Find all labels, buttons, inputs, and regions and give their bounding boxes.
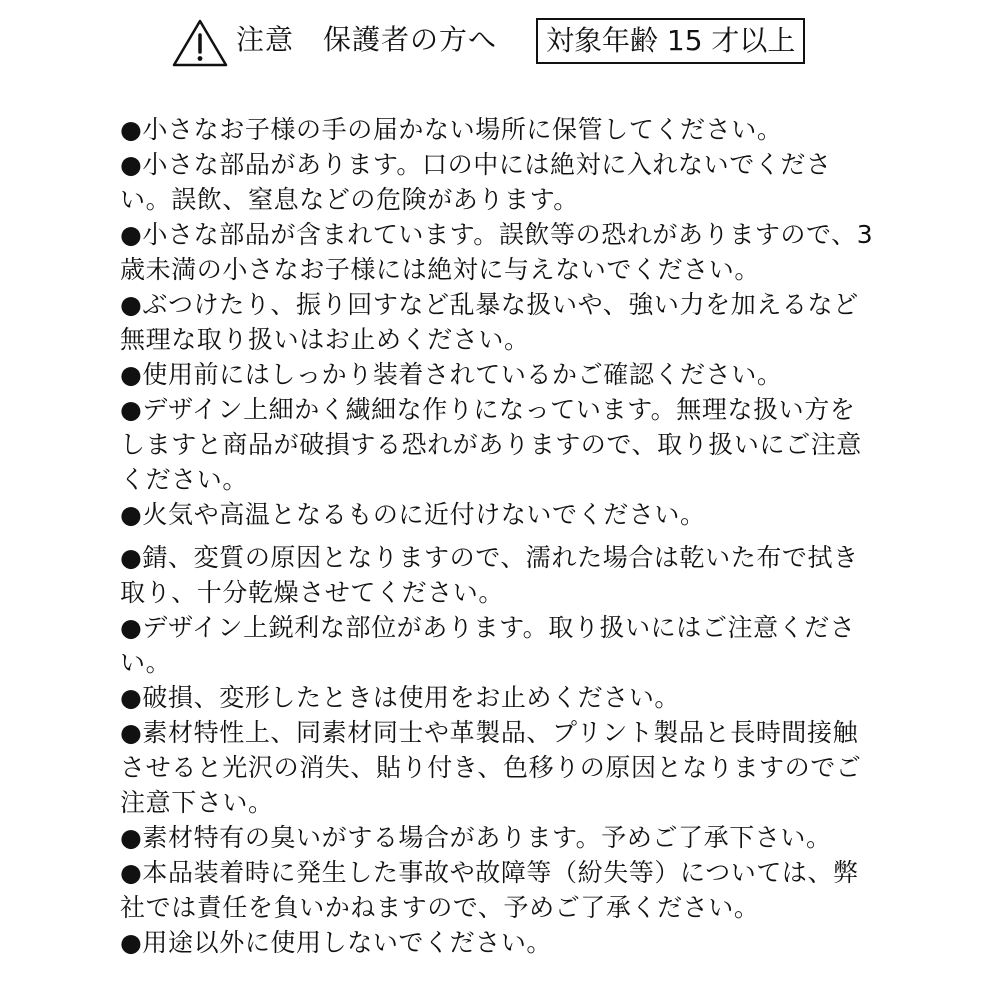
notice-item (120, 715, 880, 820)
notice-item (120, 392, 880, 497)
notice-item (120, 540, 880, 610)
notice-text: 小さなお子様の手の届かない場所に保管してください。 (142, 115, 783, 144)
notice-text: 用途以外に使用しないでください。 (142, 928, 553, 957)
bullet-icon: ● (120, 858, 143, 887)
notice-item (120, 497, 880, 532)
bullet-icon: ● (120, 395, 143, 424)
notice-item (120, 217, 880, 287)
notice-item (120, 112, 880, 147)
notice-text: ぶつけたり、振り回すなど乱暴な扱いや、強い力を加えるなど無理な取り扱いはお止めください。 (120, 290, 859, 354)
bullet-icon: ● (120, 928, 143, 957)
notice-text: 素材特有の臭いがする場合があります。予めご了承下さい。 (142, 823, 832, 852)
bullet-icon: ● (120, 718, 143, 747)
notice-text: 火気や高温となるものに近付けないでください。 (142, 500, 706, 529)
caution-header (0, 14, 1000, 70)
notice-list (120, 112, 880, 960)
bullet-icon: ● (120, 613, 143, 642)
bullet-icon: ● (120, 360, 143, 389)
bullet-icon: ● (120, 290, 143, 319)
notice-item (120, 287, 880, 357)
notice-item (120, 855, 880, 925)
notice-text: デザイン上細かく繊細な作りになっています。無理な扱い方をしますと商品が破損する恐れがありますので、取り扱いにご注意ください。 (120, 395, 862, 494)
notice-text: 錆、変質の原因となりますので、濡れた場合は乾いた布で拭き取り、十分乾燥させてください。 (120, 543, 859, 607)
notice-text: デザイン上鋭利な部位があります。取り扱いにはご注意ください。 (120, 613, 856, 677)
bullet-icon: ● (120, 683, 143, 712)
notice-item (120, 357, 880, 392)
bullet-icon: ● (120, 220, 143, 249)
notice-item (120, 680, 880, 715)
notice-text: 本品装着時に発生した事故や故障等（紛失等）については、弊社では責任を負いかねますので、予めご了承ください。 (120, 858, 859, 922)
notice-text: 破損、変形したときは使用をお止めください。 (142, 683, 681, 712)
warning-triangle-icon (172, 18, 228, 68)
notice-text: 小さな部品があります。口の中には絶対に入れないでください。誤飲、窒息などの危険があります。 (120, 150, 832, 214)
notice-text: 小さな部品が含まれています。誤飲等の恐れがありますので、3歳未満の小さなお子様には絶対に与えないでください。 (120, 220, 874, 284)
bullet-icon: ● (120, 823, 143, 852)
notice-text: 使用前にはしっかり装着されているかご確認ください。 (142, 360, 783, 389)
notice-item (120, 147, 880, 217)
bullet-icon: ● (120, 543, 143, 572)
notice-item (120, 820, 880, 855)
bullet-icon: ● (120, 500, 143, 529)
notice-item (120, 610, 880, 680)
age-recommendation-badge: 対象年齢 15 才以上 (536, 18, 805, 64)
notice-item (120, 925, 880, 960)
caution-title: 注意 保護者の方へ (236, 23, 498, 56)
bullet-icon: ● (120, 115, 143, 144)
bullet-icon: ● (120, 150, 143, 179)
notice-text: 素材特性上、同素材同士や革製品、プリント製品と長時間接触させると光沢の消失、貼り付き、色移りの原因となりますのでご注意下さい。 (120, 718, 862, 817)
